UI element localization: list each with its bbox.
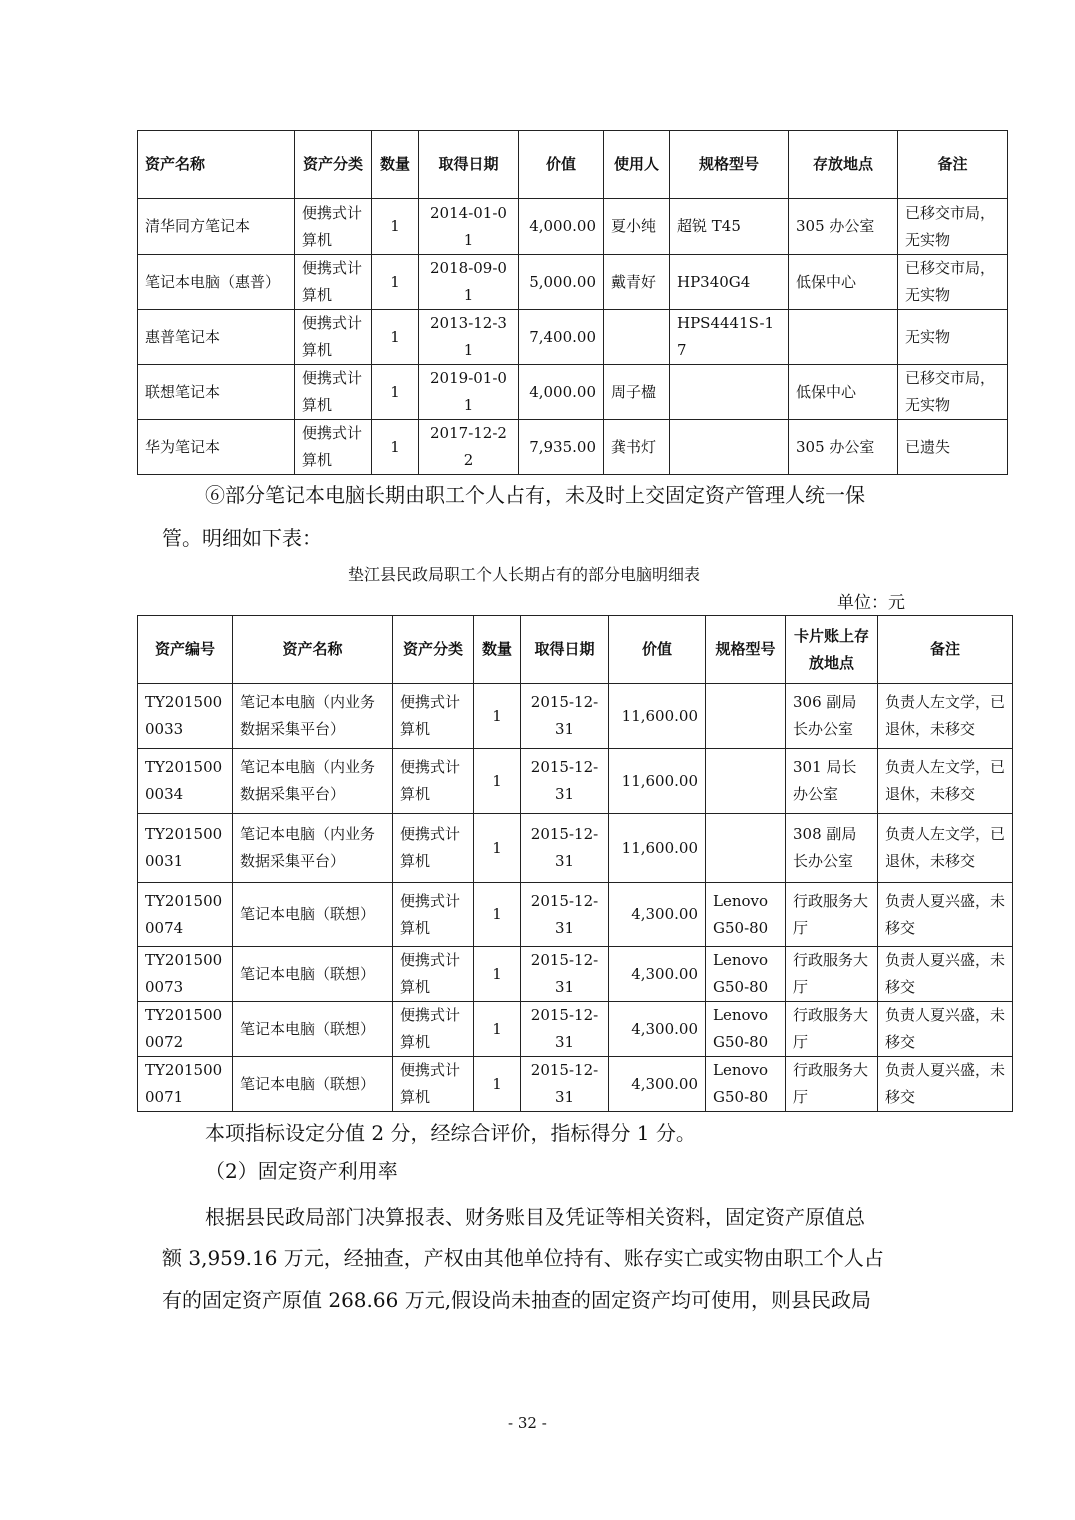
paragraph-line: 额 3,959.16 万元，经抽查，产权由其他单位持有、账存实亡或实物由职工个人占	[162, 1246, 884, 1270]
column-header: 资产分类	[393, 616, 474, 684]
column-header: 价值	[609, 616, 706, 684]
table-cell: 1	[372, 310, 419, 365]
table-cell: 1	[474, 883, 521, 947]
table-cell: 7,400.00	[519, 310, 604, 365]
table-cell: 笔记本电脑（联想）	[233, 1002, 393, 1057]
column-header: 存放地点	[789, 131, 898, 199]
column-header: 价值	[519, 131, 604, 199]
table-cell: 行政服务大厅	[786, 1057, 878, 1112]
table-row	[138, 199, 1008, 255]
table-cell: 5,000.00	[519, 255, 604, 310]
table-cell: 1	[474, 749, 521, 814]
table-cell: 305 办公室	[789, 420, 898, 475]
table-cell: 1	[474, 814, 521, 883]
table-row	[138, 749, 1013, 814]
table-cell: TY2015000072	[138, 1002, 233, 1057]
table-header-row	[138, 131, 1008, 199]
table-cell: 便携式计算机	[295, 199, 372, 255]
table-cell: 1	[372, 255, 419, 310]
table-cell: 便携式计算机	[393, 684, 474, 749]
paragraph-line: 根据县民政局部门决算报表、财务账目及凭证等相关资料，固定资产原值总	[205, 1205, 865, 1229]
table-row	[138, 947, 1013, 1002]
table-cell: TY2015000031	[138, 814, 233, 883]
page-number: - 32 -	[508, 1414, 547, 1432]
table-cell: 负责人夏兴盛，未移交	[878, 883, 1013, 947]
table-row	[138, 883, 1013, 947]
table-cell: 便携式计算机	[393, 1057, 474, 1112]
table-row	[138, 310, 1008, 365]
table-cell: 便携式计算机	[393, 883, 474, 947]
table-cell: 已移交市局，无实物	[898, 365, 1008, 420]
table-cell: 已移交市局，无实物	[898, 255, 1008, 310]
table-cell: 11,600.00	[609, 749, 706, 814]
table-row	[138, 255, 1008, 310]
table-cell: 4,300.00	[609, 947, 706, 1002]
table-cell: 1	[372, 420, 419, 475]
table-cell: 负责人左文学，已退休，未移交	[878, 684, 1013, 749]
table-cell	[706, 814, 786, 883]
paragraph-line: 管。明细如下表：	[162, 526, 322, 550]
table-cell: 已遗失	[898, 420, 1008, 475]
table-cell: 周子楹	[604, 365, 670, 420]
table-cell: 2015-12-31	[521, 1002, 609, 1057]
table-row	[138, 684, 1013, 749]
table-cell: 4,000.00	[519, 365, 604, 420]
paragraph-line: 有的固定资产原值 268.66 万元,假设尚未抽查的固定资产均可使用，则县民政局	[162, 1288, 872, 1312]
table-cell: 负责人夏兴盛，未移交	[878, 947, 1013, 1002]
table-cell: 便携式计算机	[393, 749, 474, 814]
table-cell	[789, 310, 898, 365]
column-header: 数量	[474, 616, 521, 684]
table-unit: 单位：元	[837, 593, 905, 613]
table-cell: 夏小纯	[604, 199, 670, 255]
table-cell: 便携式计算机	[393, 947, 474, 1002]
table-row	[138, 1002, 1013, 1057]
table-cell	[706, 684, 786, 749]
table-cell: HP340G4	[670, 255, 789, 310]
table-cell: 负责人左文学，已退休，未移交	[878, 814, 1013, 883]
table-cell: 笔记本电脑（内业务数据采集平台）	[233, 684, 393, 749]
table-cell	[706, 749, 786, 814]
table-row	[138, 814, 1013, 883]
table-cell: 7,935.00	[519, 420, 604, 475]
table-cell: 笔记本电脑（内业务数据采集平台）	[233, 749, 393, 814]
score-line: 本项指标设定分值 2 分，经综合评价，指标得分 1 分。	[205, 1121, 696, 1145]
table-cell: 306 副局长办公室	[786, 684, 878, 749]
table-cell: Lenovo G50-80	[706, 947, 786, 1002]
table-cell: TY2015000073	[138, 947, 233, 1002]
table-cell: 301 局长办公室	[786, 749, 878, 814]
column-header: 资产名称	[138, 131, 295, 199]
table-cell: 惠普笔记本	[138, 310, 295, 365]
table-cell: 便携式计算机	[295, 365, 372, 420]
table-cell: TY2015000033	[138, 684, 233, 749]
table-cell: 1	[372, 199, 419, 255]
table-cell: 便携式计算机	[393, 1002, 474, 1057]
table-cell: 305 办公室	[789, 199, 898, 255]
paragraph-line: ⑥部分笔记本电脑长期由职工个人占有，未及时上交固定资产管理人统一保	[205, 483, 865, 507]
table-cell: 戴青好	[604, 255, 670, 310]
table-cell: 行政服务大厅	[786, 947, 878, 1002]
table-cell: 负责人左文学，已退休，未移交	[878, 749, 1013, 814]
table-cell: 行政服务大厅	[786, 883, 878, 947]
table-cell: 4,000.00	[519, 199, 604, 255]
table-cell: 2015-12-31	[521, 883, 609, 947]
table-cell: 无实物	[898, 310, 1008, 365]
table-cell	[670, 365, 789, 420]
column-header: 资产分类	[295, 131, 372, 199]
column-header: 数量	[372, 131, 419, 199]
table-caption: 垫江县民政局职工个人长期占有的部分电脑明细表	[348, 565, 701, 584]
table-cell: 龚书灯	[604, 420, 670, 475]
table-cell: 11,600.00	[609, 814, 706, 883]
table-cell: 1	[474, 1002, 521, 1057]
column-header: 取得日期	[521, 616, 609, 684]
table-cell: 笔记本电脑（惠普）	[138, 255, 295, 310]
table-cell: 联想笔记本	[138, 365, 295, 420]
table-cell: 已移交市局，无实物	[898, 199, 1008, 255]
column-header: 使用人	[604, 131, 670, 199]
table-cell: 行政服务大厅	[786, 1002, 878, 1057]
column-header: 备注	[878, 616, 1013, 684]
table-cell: 2015-12-31	[521, 947, 609, 1002]
table-cell: 华为笔记本	[138, 420, 295, 475]
table-cell: Lenovo G50-80	[706, 883, 786, 947]
table-cell	[604, 310, 670, 365]
table-cell: Lenovo G50-80	[706, 1002, 786, 1057]
table-row	[138, 1057, 1013, 1112]
table-row	[138, 365, 1008, 420]
asset-table-2	[137, 615, 1013, 1112]
table-cell: 1	[474, 684, 521, 749]
table-cell: 2019-01-01	[419, 365, 519, 420]
table-cell: 负责人夏兴盛，未移交	[878, 1057, 1013, 1112]
table-cell: 低保中心	[789, 365, 898, 420]
table-cell: 便携式计算机	[295, 255, 372, 310]
table-cell: 308 副局长办公室	[786, 814, 878, 883]
column-header: 资产名称	[233, 616, 393, 684]
table-cell: 1	[474, 1057, 521, 1112]
table-cell: 1	[372, 365, 419, 420]
table-row	[138, 420, 1008, 475]
table-cell: 2013-12-31	[419, 310, 519, 365]
asset-table-1	[137, 130, 1008, 475]
table-cell: 清华同方笔记本	[138, 199, 295, 255]
table-cell: 笔记本电脑（联想）	[233, 883, 393, 947]
table-cell: 负责人夏兴盛，未移交	[878, 1002, 1013, 1057]
column-header: 备注	[898, 131, 1008, 199]
table-cell: 2015-12-31	[521, 749, 609, 814]
table-cell: TY2015000074	[138, 883, 233, 947]
table-cell: 便携式计算机	[295, 310, 372, 365]
table-cell: Lenovo G50-80	[706, 1057, 786, 1112]
table-cell: 4,300.00	[609, 1057, 706, 1112]
table-cell: 4,300.00	[609, 883, 706, 947]
table-cell: 2015-12-31	[521, 684, 609, 749]
table-header-row	[138, 616, 1013, 684]
table-cell: 2014-01-01	[419, 199, 519, 255]
table-cell: 2015-12-31	[521, 1057, 609, 1112]
table-cell: 笔记本电脑（内业务数据采集平台）	[233, 814, 393, 883]
column-header: 规格型号	[670, 131, 789, 199]
table-cell: 4,300.00	[609, 1002, 706, 1057]
column-header: 卡片账上存放地点	[786, 616, 878, 684]
table-cell: 超锐 T45	[670, 199, 789, 255]
section-heading: （2）固定资产利用率	[205, 1159, 398, 1183]
table-cell	[670, 420, 789, 475]
table-cell: 笔记本电脑（联想）	[233, 947, 393, 1002]
column-header: 取得日期	[419, 131, 519, 199]
table-cell: 2015-12-31	[521, 814, 609, 883]
table-cell: 低保中心	[789, 255, 898, 310]
table-cell: HPS4441S-17	[670, 310, 789, 365]
column-header: 规格型号	[706, 616, 786, 684]
table-cell: 1	[474, 947, 521, 1002]
table-cell: TY2015000071	[138, 1057, 233, 1112]
column-header: 资产编号	[138, 616, 233, 684]
table-cell: 11,600.00	[609, 684, 706, 749]
table-cell: 2017-12-22	[419, 420, 519, 475]
table-cell: 2018-09-01	[419, 255, 519, 310]
table-cell: 便携式计算机	[393, 814, 474, 883]
table-cell: 笔记本电脑（联想）	[233, 1057, 393, 1112]
table-cell: 便携式计算机	[295, 420, 372, 475]
table-cell: TY2015000034	[138, 749, 233, 814]
